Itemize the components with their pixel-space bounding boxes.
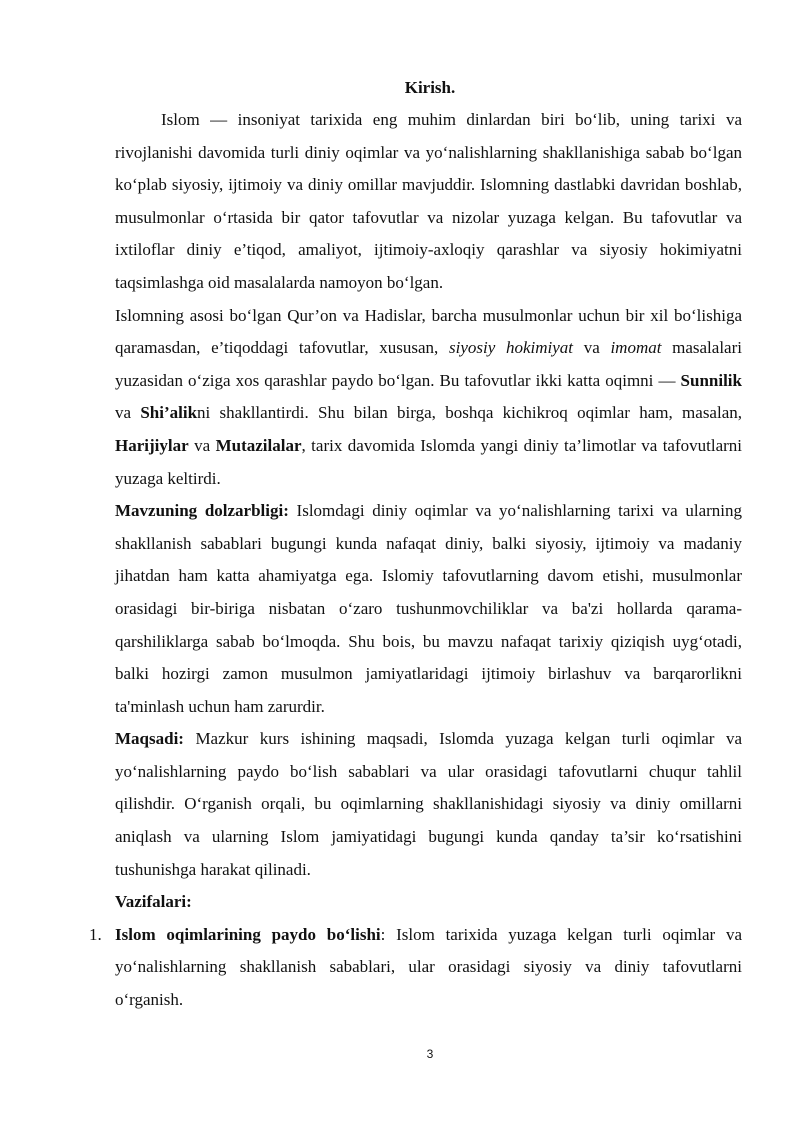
oqimlar-paragraph: [115, 300, 742, 496]
text-run: va: [115, 403, 141, 423]
text-run: va: [573, 338, 611, 358]
paragraph-label: Mavzuning dolzarbligi:: [115, 501, 289, 521]
section-title: Kirish.: [404, 78, 456, 97]
list-item: [89, 919, 742, 1017]
bold-term: Mutazilalar: [215, 435, 302, 455]
italic-term: siyosiy hokimiyat: [449, 338, 573, 358]
intro-paragraph: Islom — insoniyat tarixida eng muhim dinlardan biri bo‘lib, uning tarixi va rivojlanishi davomida turli diniy oqimlar va yo‘nalishlarning shakllanishiga sabab bo‘lgan ko‘plab siyosiy, ijtimoiy va diniy omillar mavjuddir. Islomning dastlabki davridan boshlab, musulmonlar o‘rtasida bir qator tafovutlar va nizolar yuzaga kelgan. Bu tafovutlar va ixtiloflar diniy e’tiqod, amaliyot, ijtimoiy-axloqiy qarashlar va siyosiy hokimiyatni taqsimlashga oid masalalarda namoyon bo‘lgan.: [115, 110, 742, 292]
text-run: ni shakllantirdi. Shu bilan birga, boshqa kichikroq oqimlar ham, masalan,: [197, 403, 742, 423]
paragraph-label: Vazifalari:: [115, 892, 192, 912]
maqsad-paragraph: [115, 723, 742, 886]
list-item-label: Islom oqimlarining paydo bo‘lishi: [115, 924, 381, 944]
text-run: Mazkur kurs ishining maqsadi, Islomda yuzaga kelgan turli oqimlar va yo‘nalishlarning paydo bo‘lish sabablari va ular orasidagi tafovutlarni chuqur tahlil qilishdir. O‘rganish orqali, bu oqimlarning shakllanishidagi siyosiy va diniy omillarni aniqlash va ularning Islom jamiyatidagi bugungi kunda qanday ta’sir ko‘rsatishini tushunishga harakat qilinadi.: [115, 729, 742, 879]
text-run: va: [188, 435, 216, 455]
bold-term: Shi’alik: [140, 403, 198, 423]
list-number: 1.: [89, 924, 102, 944]
text-run: , tarix davomida Islomda yangi diniy ta’limotlar va tafovutlarni yuzaga keltirdi.: [115, 435, 743, 488]
italic-term: imomat: [610, 338, 662, 358]
vazifalar-heading: [115, 886, 742, 919]
text-run: masalalari yuzasidan o‘ziga xos qarashlar paydo bo‘lgan. Bu tafovutlar ikki katta oqimni —: [115, 338, 742, 390]
page-number: 3: [426, 1047, 434, 1061]
dolzarblik-paragraph: [115, 495, 742, 723]
text-run: : Islom tarixida yuzaga kelgan turli oqimlar va yo‘nalishlarning shakllanish sabablari, ular orasidagi siyosiy va diniy tafovutlarni o‘rganish.: [115, 924, 742, 1010]
bold-term: Sunnilik: [680, 370, 742, 390]
text-run: Islomdagi diniy oqimlar va yo‘nalishlarning tarixi va ularning shakllanish sabablari bugungi kunda nafaqat diniy, balki siyosiy, ijtimoiy va madaniy jihatdan ham katta ahamiyatga ega. Islomiy tafovutlarning davom etishi, musulmonlar orasidagi bir-biriga nisbatan o‘zaro tushunmovchiliklar va ba'zi hollarda qarama-qarshiliklarga sabab bo‘lmoqda. Shu bois, bu mavzu nafaqat tarixiy qiziqish uyg‘otadi, balki hozirgi zamon musulmon jamiyatlaridagi ijtimoiy birlashuv va barqarorlikni ta'minlash uchun ham zarurdir.: [115, 501, 742, 716]
document-body: [89, 104, 743, 1017]
bold-term: Harijiylar: [115, 435, 189, 455]
paragraph-label: Maqsadi:: [115, 729, 184, 749]
text-run: Islomning asosi bo‘lgan Qur’on va Hadislar, barcha musulmonlar uchun bir xil bo‘lishiga qaramasdan, e’tiqoddagi tafovutlar, xususan,: [115, 305, 742, 358]
